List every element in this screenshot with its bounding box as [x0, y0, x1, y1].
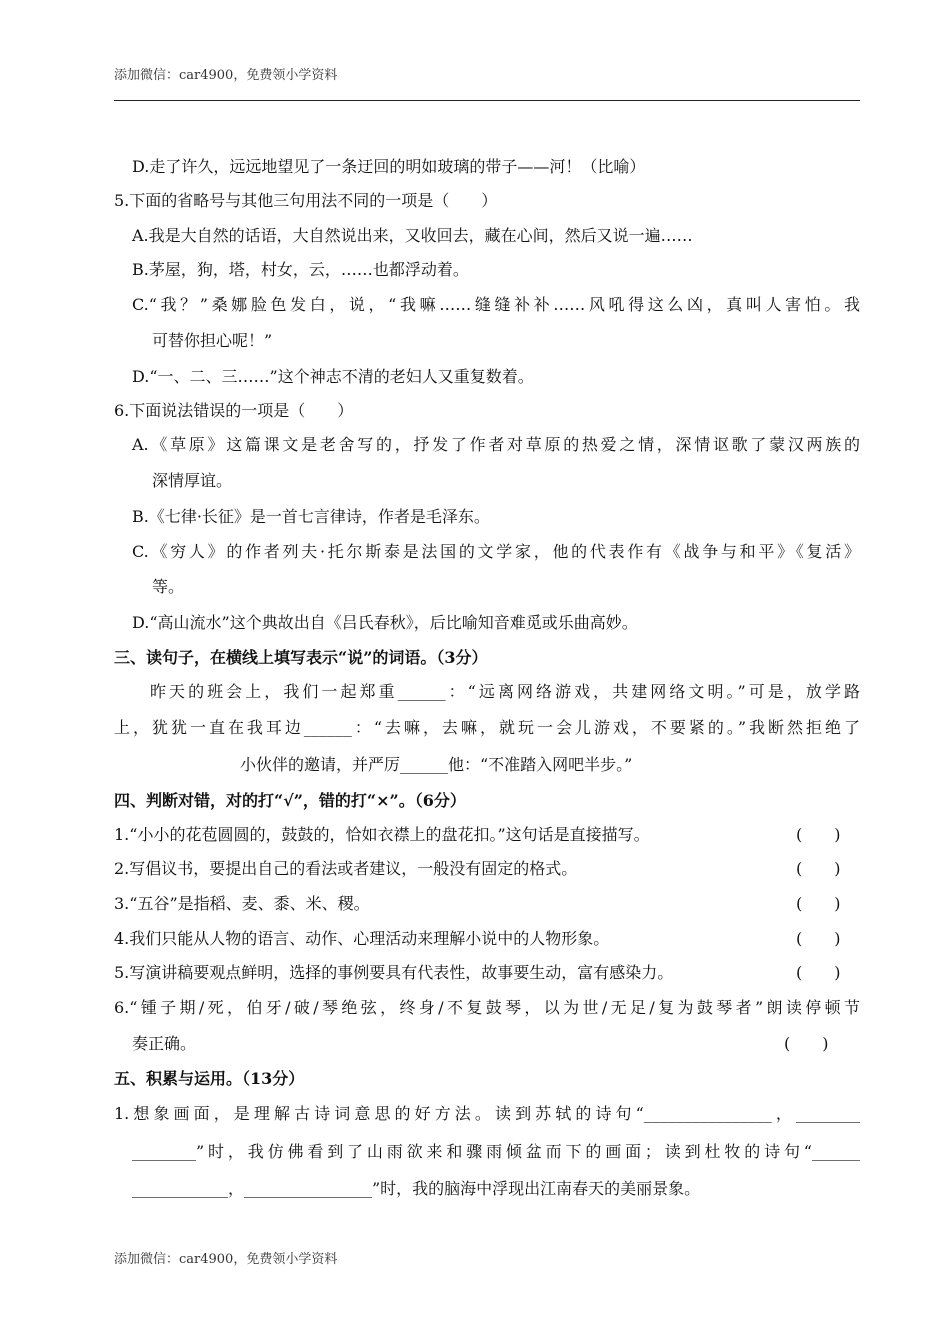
- judge-item-1: 1.“小小的花苞圆圆的，鼓鼓的，恰如衣襟上的盘花扣。”这句话是直接描写。: [114, 825, 650, 844]
- q5-option-a: A.我是大自然的话语，大自然说出来，又收回去，藏在心间，然后又说一遍……: [132, 226, 693, 245]
- judge-answer-4[interactable]: ( ): [796, 929, 841, 948]
- q6-option-b: B.《七律·长征》是一首七言律诗，作者是毛泽东。: [132, 507, 490, 526]
- judge-answer-5[interactable]: ( ): [796, 963, 841, 982]
- judge-item-3: 3.“五谷”是指稻、麦、黍、米、稷。: [114, 894, 370, 913]
- judge-item-6-line2: 奏正确。: [132, 1034, 197, 1053]
- page-header: 添加微信：car4900，免费领小学资料: [114, 68, 338, 83]
- q5-option-c-line2: 可替你担心呢！”: [152, 331, 273, 350]
- judge-item-6-line1: 6.“锺子期/死，伯牙/破/琴绝弦，终身/不复鼓琴，以为世/无足/复为鼓琴者”朗读停顿节: [114, 998, 860, 1017]
- judge-answer-6[interactable]: ( ): [784, 1034, 829, 1053]
- q5-option-d: D.“一、二、三……”这个神志不清的老妇人又重复数着。: [132, 367, 534, 386]
- q5-stem: 5.下面的省略号与其他三句用法不同的一项是（ ）: [114, 191, 498, 210]
- header-divider: [114, 100, 860, 101]
- q5-option-c-line1: C.“我？”桑娜脸色发白，说，“我嘛……缝缝补补……风吼得这么凶，真叫人害怕。我: [132, 295, 860, 314]
- section3-line3: 小伙伴的邀请，并严厉______他：“不准踏入网吧半步。”: [240, 755, 633, 774]
- q5-option-b: B.茅屋，狗，塔，村女，云，……也都浮动着。: [132, 260, 469, 279]
- section5-q1-line2: ________”时，我仿佛看到了山雨欲来和骤雨倾盆而下的画面；读到杜牧的诗句“______: [132, 1142, 860, 1161]
- judge-item-5: 5.写演讲稿要观点鲜明，选择的事例要具有代表性，故事要生动，富有感染力。: [114, 963, 674, 982]
- section4-title: 四、判断对错，对的打“√”，错的打“×”。（6分）: [114, 791, 466, 810]
- section3-title: 三、读句子，在横线上填写表示“说”的词语。（3分）: [114, 648, 488, 667]
- section5-q1-line3: ____________，________________”时，我的脑海中浮现出江南春天的美丽景象。: [132, 1179, 701, 1198]
- judge-item-2: 2.写倡议书，要提出自己的看法或者建议，一般没有固定的格式。: [114, 859, 578, 878]
- judge-answer-3[interactable]: ( ): [796, 894, 841, 913]
- q6-option-a-line2: 深情厚谊。: [152, 471, 233, 490]
- q6-option-c-line1: C.《穷人》的作者列夫·托尔斯泰是法国的文学家，他的代表作有《战争与和平》《复活》: [132, 542, 860, 561]
- q6-option-d: D.“高山流水”这个典故出自《吕氏春秋》，后比喻知音难觅或乐曲高妙。: [132, 613, 638, 632]
- section5-q1-line1: 1.想象画面，是理解古诗词意思的好方法。读到苏轼的诗句“________________，________: [114, 1104, 860, 1123]
- q6-stem: 6.下面说法错误的一项是（ ）: [114, 401, 354, 420]
- section5-title: 五、积累与运用。（13分）: [114, 1069, 305, 1088]
- q6-option-c-line2: 等。: [152, 577, 185, 596]
- judge-answer-1[interactable]: ( ): [796, 825, 841, 844]
- q4-option-d: D.走了许久，远远地望见了一条迂回的明如玻璃的带子——河！（比喻）: [132, 157, 646, 176]
- judge-answer-2[interactable]: ( ): [796, 859, 841, 878]
- q6-option-a-line1: A.《草原》这篇课文是老舍写的，抒发了作者对草原的热爱之情，深情讴歌了蒙汉两族的: [132, 435, 860, 454]
- section3-line2: 上，犹犹一直在我耳边______：“去嘛，去嘛，就玩一会儿游戏，不要紧的。”我断然拒绝了: [114, 718, 860, 737]
- judge-item-4: 4.我们只能从人物的语言、动作、心理活动来理解小说中的人物形象。: [114, 929, 610, 948]
- section3-line1: 昨天的班会上，我们一起郑重______：“远离网络游戏，共建网络文明。”可是，放学路: [150, 682, 860, 701]
- page-footer: 添加微信：car4900，免费领小学资料: [114, 1252, 338, 1267]
